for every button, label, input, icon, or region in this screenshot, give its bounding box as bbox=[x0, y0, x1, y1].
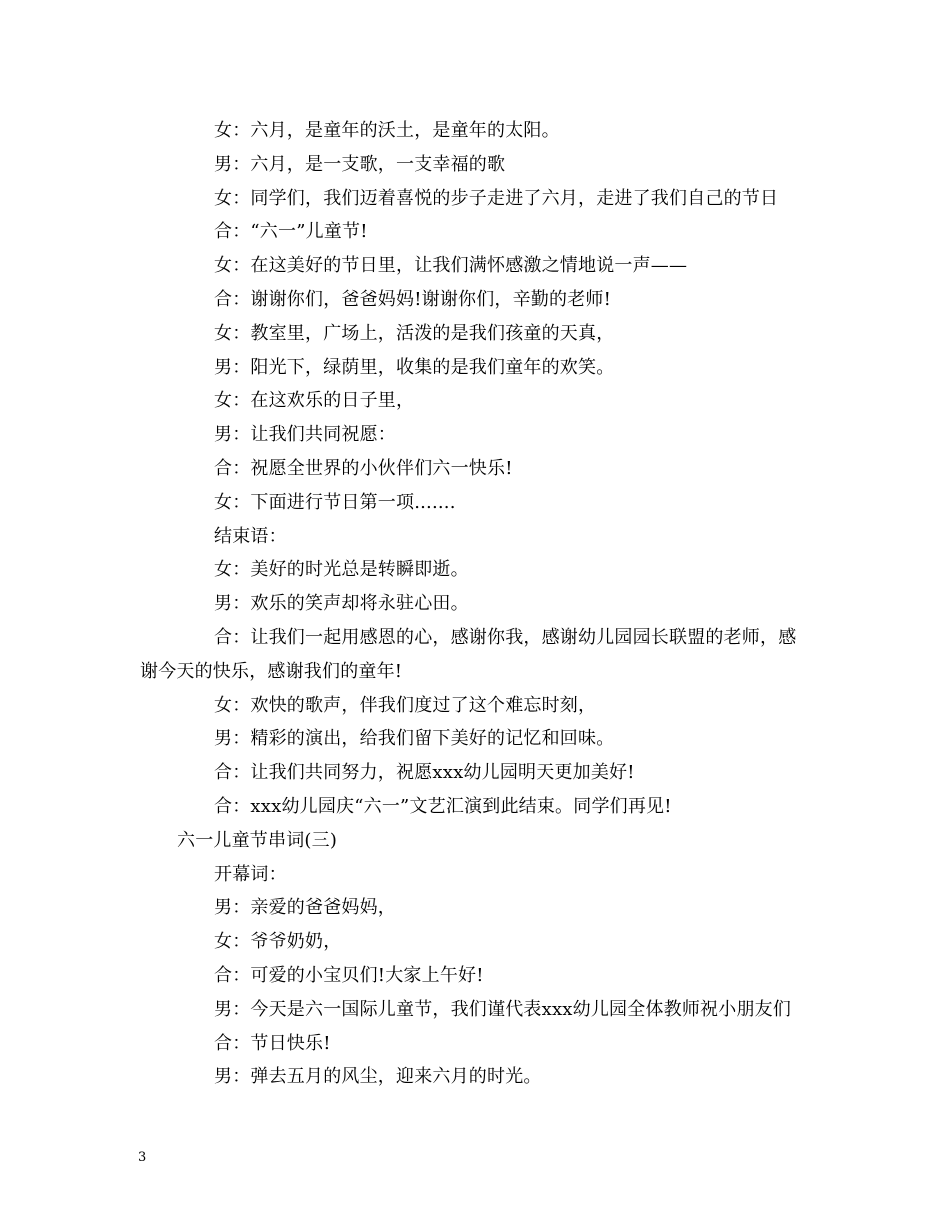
text-line: 女：欢快的歌声，伴我们度过了这个难忘时刻， bbox=[214, 694, 597, 716]
text-line: 女：在这美好的节日里，让我们满怀感激之情地说一声—— bbox=[214, 255, 688, 277]
section-heading: 六一儿童节串词(三) bbox=[177, 829, 338, 851]
text-line: 合：xxx幼儿园庆“六一”文艺汇演到此结束。同学们再见! bbox=[214, 795, 672, 817]
text-line: 男：精彩的演出，给我们留下美好的记忆和回味。 bbox=[214, 728, 615, 750]
text-line: 男：欢乐的笑声却将永驻心田。 bbox=[214, 593, 469, 615]
text-line: 合：可爱的小宝贝们!大家上午好! bbox=[214, 964, 484, 986]
text-line: 女：爷爷奶奶， bbox=[214, 931, 342, 953]
text-line: 合：祝愿全世界的小伙伴们六一快乐! bbox=[214, 457, 513, 479]
text-line: 女：同学们，我们迈着喜悦的步子走进了六月，走进了我们自己的节日 bbox=[214, 187, 779, 209]
section-label: 开幕词： bbox=[214, 863, 287, 885]
text-line: 合：让我们共同努力，祝愿xxx幼儿园明天更加美好! bbox=[214, 762, 635, 784]
text-line: 合：节日快乐! bbox=[214, 1032, 331, 1054]
text-line: 男：阳光下，绿荫里，收集的是我们童年的欢笑。 bbox=[214, 356, 615, 378]
text-line: 女：美好的时光总是转瞬即逝。 bbox=[214, 559, 469, 581]
text-line-continuation: 谢今天的快乐，感谢我们的童年! bbox=[140, 660, 403, 682]
text-line: 男：弹去五月的风尘，迎来六月的时光。 bbox=[214, 1066, 542, 1088]
document-body bbox=[140, 114, 820, 1094]
text-line: 男：六月，是一支歌，一支幸福的歌 bbox=[214, 153, 506, 175]
text-line: 男：让我们共同祝愿： bbox=[214, 424, 396, 446]
text-line: 合：让我们一起用感恩的心，感谢你我，感谢幼儿园园长联盟的老师，感 bbox=[214, 626, 797, 648]
text-line: 女：教室里，广场上，活泼的是我们孩童的天真， bbox=[214, 322, 615, 344]
text-line: 女：下面进行节日第一项....... bbox=[214, 491, 456, 513]
text-line: 女：在这欢乐的日子里， bbox=[214, 390, 415, 412]
text-line: 男：亲爱的爸爸妈妈， bbox=[214, 897, 396, 919]
page-number: 3 bbox=[138, 1150, 147, 1165]
text-line: 女：六月，是童年的沃土，是童年的太阳。 bbox=[214, 120, 560, 141]
section-label: 结束语： bbox=[214, 525, 287, 547]
text-line: 合：谢谢你们，爸爸妈妈!谢谢你们，辛勤的老师! bbox=[214, 288, 612, 310]
text-line: 男：今天是六一国际儿童节，我们谨代表xxx幼儿园全体教师祝小朋友们 bbox=[214, 998, 792, 1020]
text-line: 合：“六一”儿童节! bbox=[214, 221, 368, 243]
